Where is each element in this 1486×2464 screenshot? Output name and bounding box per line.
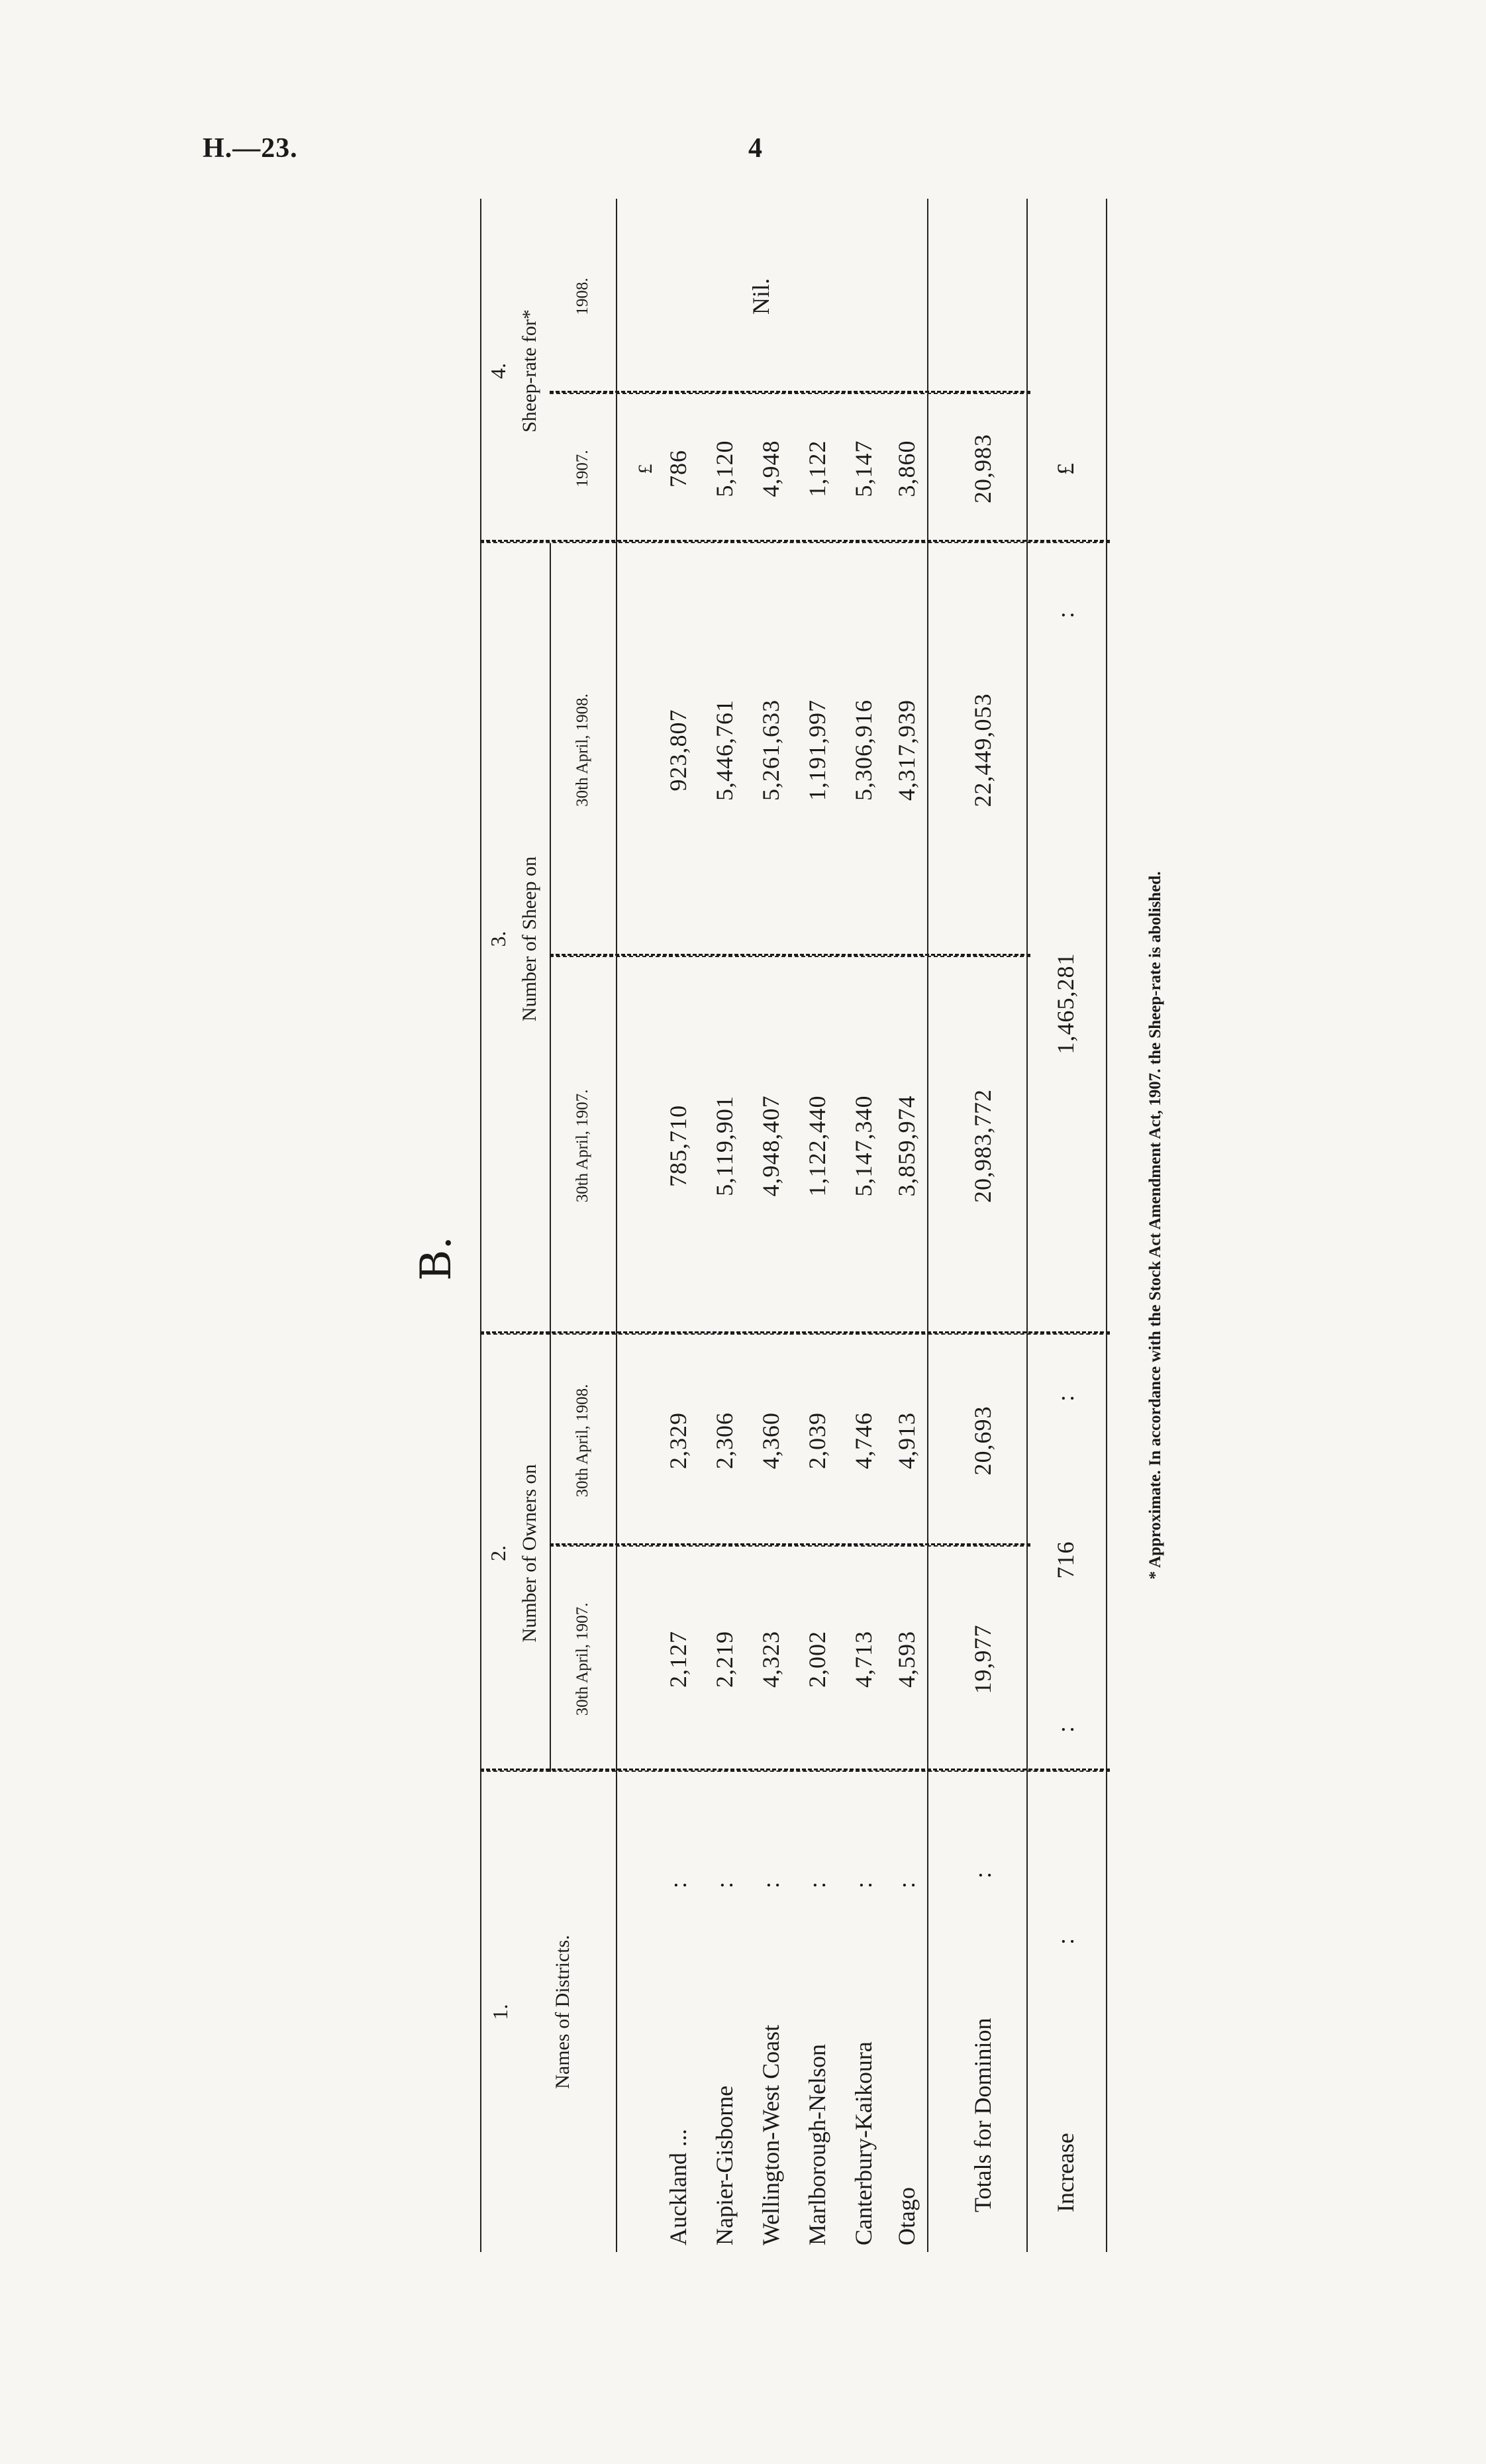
rate-1908-nil: Nil. — [748, 278, 775, 315]
group-header-rule — [550, 543, 551, 1772]
page-number: 4 — [748, 133, 763, 164]
col3-header: Number of Sheep on — [518, 856, 540, 1022]
leader-dots: : — [1052, 597, 1079, 619]
district-name: Canterbury-Kaikoura — [850, 2041, 877, 2245]
owners-1908-cell: 2,329 — [665, 1412, 692, 1469]
col4-sub-1908: 1908. — [573, 278, 591, 315]
sheep-1907-cell: 3,859,974 — [893, 1095, 920, 1197]
totals-rate-1907: 20,983 — [969, 434, 997, 503]
leader-dots: : — [893, 1867, 920, 1889]
rotated-table-block — [397, 199, 1298, 2252]
sheep-1907-cell: 785,710 — [665, 1105, 692, 1187]
leader-dots: : — [804, 1867, 831, 1889]
owners-1907-cell: 2,219 — [711, 1631, 738, 1688]
rate-1907-cell: 786 — [665, 450, 692, 488]
leader-dots: : — [1052, 1924, 1079, 1945]
district-name: Wellington-West Coast — [758, 2024, 785, 2245]
header-bottom-rule — [616, 199, 617, 2252]
col2-number: 2. — [486, 1545, 511, 1561]
leader-dots: : — [665, 1867, 692, 1889]
owners-1907-cell: 4,713 — [850, 1631, 877, 1688]
totals-owners-1908: 20,693 — [969, 1406, 997, 1476]
increase-owners: 716 — [1052, 1541, 1079, 1579]
table-bottom-rule — [1106, 199, 1107, 2252]
leader-dots: : — [711, 1867, 738, 1889]
sheep-1908-cell: 5,446,761 — [711, 699, 738, 801]
col4-header: Sheep-rate for* — [518, 309, 540, 433]
leader-dots: : — [758, 1867, 785, 1889]
section-title: B. — [412, 1236, 462, 1281]
rate-1907-cell: 1,122 — [804, 440, 831, 497]
totals-owners-1907: 19,977 — [969, 1624, 997, 1694]
sheep-1907-cell: 5,119,901 — [711, 1096, 738, 1196]
table-top-rule — [480, 199, 481, 2252]
sheep-1908-cell: 1,191,997 — [804, 699, 831, 801]
rate-1907-cell: 5,147 — [850, 440, 877, 497]
increase-sheep: 1,465,281 — [1052, 952, 1079, 1054]
owners-1908-cell: 4,913 — [893, 1412, 920, 1469]
col1-number: 1. — [487, 2004, 512, 2020]
owners-1908-cell: 2,306 — [711, 1412, 738, 1469]
owners-1908-cell: 4,360 — [758, 1412, 785, 1469]
totals-sheep-1907: 20,983,772 — [969, 1089, 997, 1203]
sheep-1908-cell: 5,261,633 — [758, 699, 785, 801]
col3-sub-1908: 30th April, 1908. — [573, 693, 591, 807]
footnote: * Approximate. In accordance with the Stock Act Amendment Act, 1907. the Sheep-rate is abolished. — [1146, 871, 1164, 1580]
rate-1907-cell: 4,948 — [758, 440, 785, 497]
col3-sub-1907: 30th April, 1907. — [573, 1089, 591, 1203]
owners-1907-cell: 4,593 — [893, 1631, 920, 1688]
sheep-1907-cell: 4,948,407 — [758, 1095, 785, 1197]
totals-label: Totals for Dominion — [969, 2018, 997, 2212]
leader-dots: : — [969, 1857, 997, 1879]
totals-sheep-1908: 22,449,053 — [969, 693, 997, 807]
leader-dots: : — [1052, 1380, 1079, 1402]
col1-header: Names of Districts. — [551, 1935, 573, 2089]
col4-number: 4. — [486, 363, 511, 379]
owners-1908-cell: 4,746 — [850, 1412, 877, 1469]
leader-dots: : — [850, 1867, 877, 1889]
district-name: Otago — [893, 2187, 920, 2245]
sheep-1908-cell: 5,306,916 — [850, 699, 877, 801]
col3-number: 3. — [486, 931, 511, 947]
col2-sub-1908: 30th April, 1908. — [573, 1384, 591, 1498]
sheep-1907-cell: 5,147,340 — [850, 1095, 877, 1197]
rate-1907-cell: 5,120 — [711, 440, 738, 497]
increase-rate-currency: £ — [1052, 462, 1079, 475]
col2-header: Number of Owners on — [518, 1464, 540, 1643]
owners-1907-cell: 2,002 — [804, 1631, 831, 1688]
owners-1907-cell: 4,323 — [758, 1631, 785, 1688]
sheep-1907-cell: 1,122,440 — [804, 1095, 831, 1197]
increase-label: Increase — [1052, 2133, 1079, 2212]
sheep-1908-cell: 923,807 — [665, 709, 692, 792]
leader-dots: : — [1052, 1712, 1079, 1733]
district-name: Napier-Gisborne — [711, 2085, 738, 2245]
district-name: Marlborough-Nelson — [804, 2044, 831, 2245]
sheep-1908-cell: 4,317,939 — [893, 699, 920, 801]
page-reference: H.—23. — [203, 133, 298, 164]
col2-sub-1907: 30th April, 1907. — [573, 1602, 591, 1716]
district-name: Auckland ... — [665, 2129, 692, 2245]
owners-1908-cell: 2,039 — [804, 1412, 831, 1469]
owners-1907-cell: 2,127 — [665, 1631, 692, 1688]
rate-1907-cell: 3,860 — [893, 440, 920, 497]
col4-sub-1907: 1907. — [573, 450, 591, 488]
totals-bottom-rule — [1026, 199, 1028, 2252]
body-bottom-rule — [927, 199, 928, 2252]
currency-symbol: £ — [634, 463, 656, 474]
